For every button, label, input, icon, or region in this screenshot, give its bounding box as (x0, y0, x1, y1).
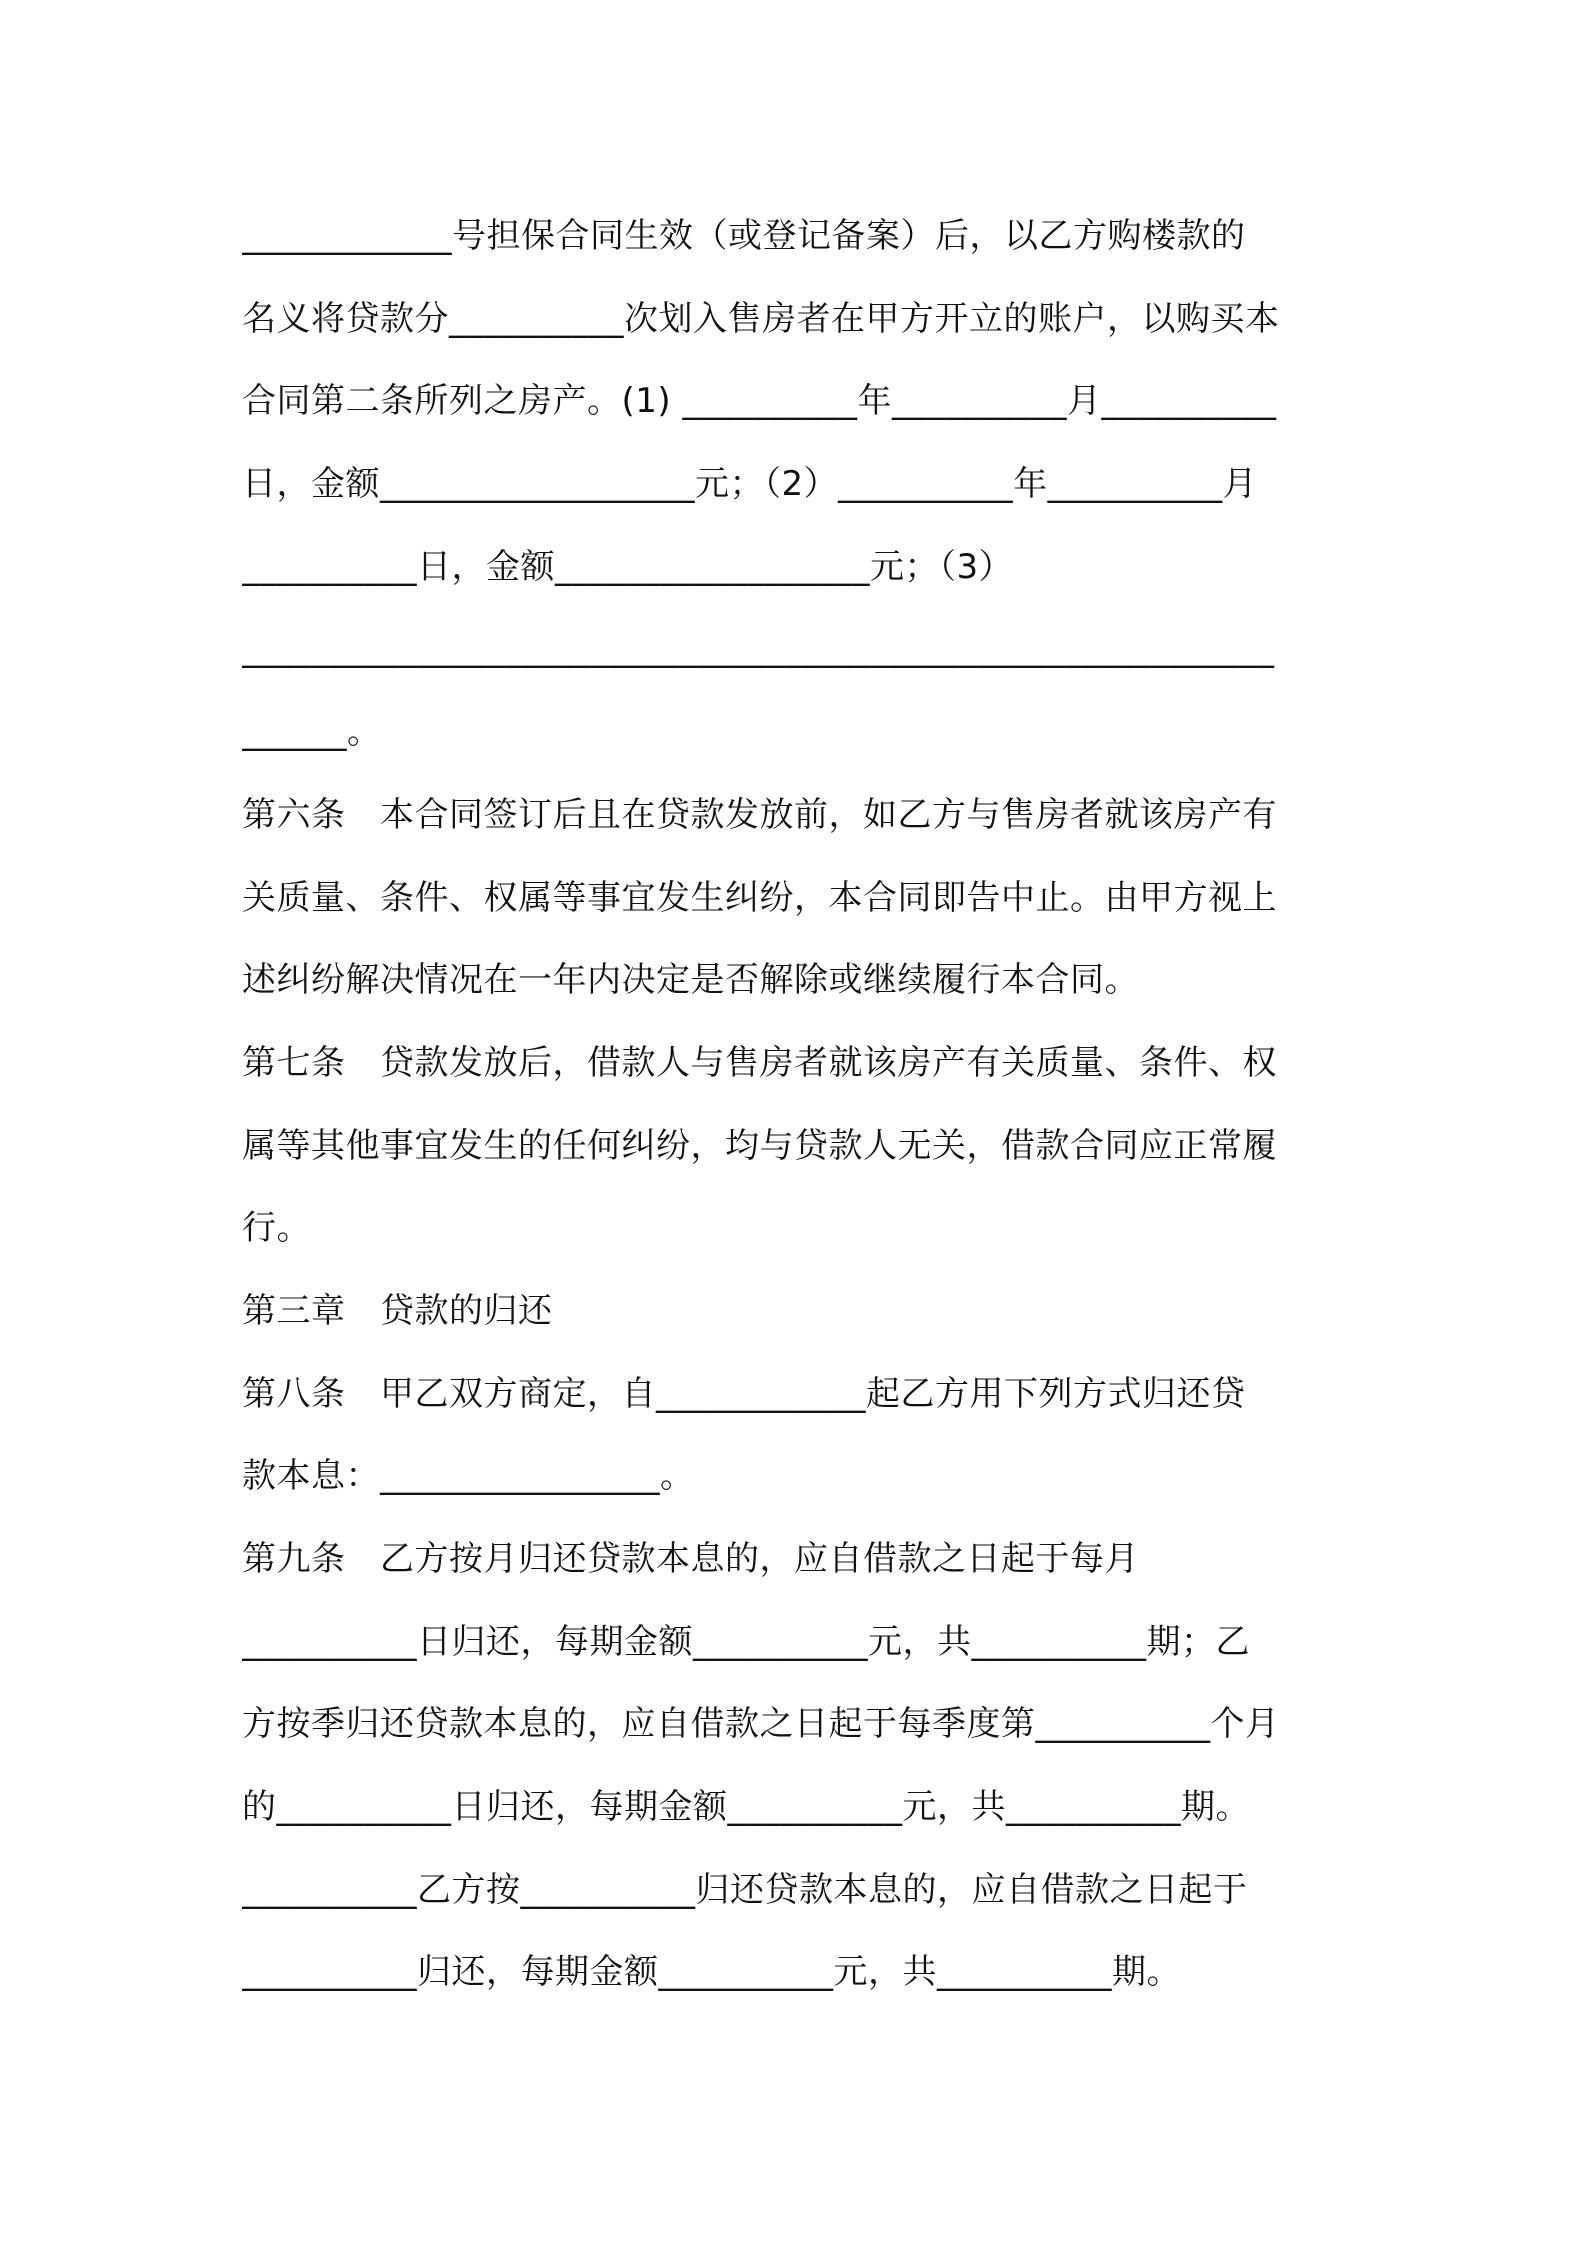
text-line: __________乙方按__________归还贷款本息的，应自借款之日起于 (242, 1869, 1248, 1910)
article-8-line: 第八条 甲乙双方商定，自____________起乙方用下列方式归还贷 (242, 1373, 1246, 1414)
text-line: ____________号担保合同生效（或登记备案）后，以乙方购楼款的 (242, 216, 1246, 256)
text-line: 属等其他事宜发生的任何纠纷，均与贷款人无关，借款合同应正常履 (242, 1125, 1277, 1166)
text-line: ___________________________________________________________ (242, 629, 1275, 670)
text-line: __________日归还，每期金额__________元，共__________期；乙 (242, 1621, 1250, 1662)
text-line: 方按季归还贷款本息的，应自借款之日起于每季度第__________个月 (242, 1704, 1280, 1745)
text-line: 行。 (242, 1208, 311, 1249)
text-line: 述纠纷解决情况在一年内决定是否解除或继续履行本合同。 (242, 960, 1139, 1001)
chapter-3-heading: 第三章 贷款的归还 (242, 1290, 553, 1331)
text-line: 名义将贷款分__________次划入售房者在甲方开立的账户，以购买本 (242, 298, 1280, 339)
text-line: 款本息：________________。 (242, 1456, 695, 1497)
article-6-line: 第六条 本合同签订后且在贷款发放前，如乙方与售房者就该房产有 (242, 794, 1277, 835)
text-line: 关质量、条件、权属等事宜发生纠纷，本合同即告中止。由甲方视上 (242, 877, 1277, 918)
text-line: __________日，金额__________________元；（3） (242, 546, 1014, 587)
text-line: 的__________日归还，每期金额__________元，共__________期。 (242, 1787, 1250, 1828)
contract-body (242, 195, 1362, 2014)
text-line: ______。 (242, 712, 382, 753)
text-line: __________归还，每期金额__________元，共__________期。 (242, 1952, 1181, 1993)
text-line: 日，金额__________________元；（2）__________年__________月 (242, 464, 1258, 505)
article-9-line: 第九条 乙方按月归还贷款本息的，应自借款之日起于每月 (242, 1539, 1139, 1579)
text-line: 合同第二条所列之房产。(1) __________年__________月__________ (242, 381, 1277, 422)
article-7-line: 第七条 贷款发放后，借款人与售房者就该房产有关质量、条件、权 (242, 1042, 1277, 1083)
